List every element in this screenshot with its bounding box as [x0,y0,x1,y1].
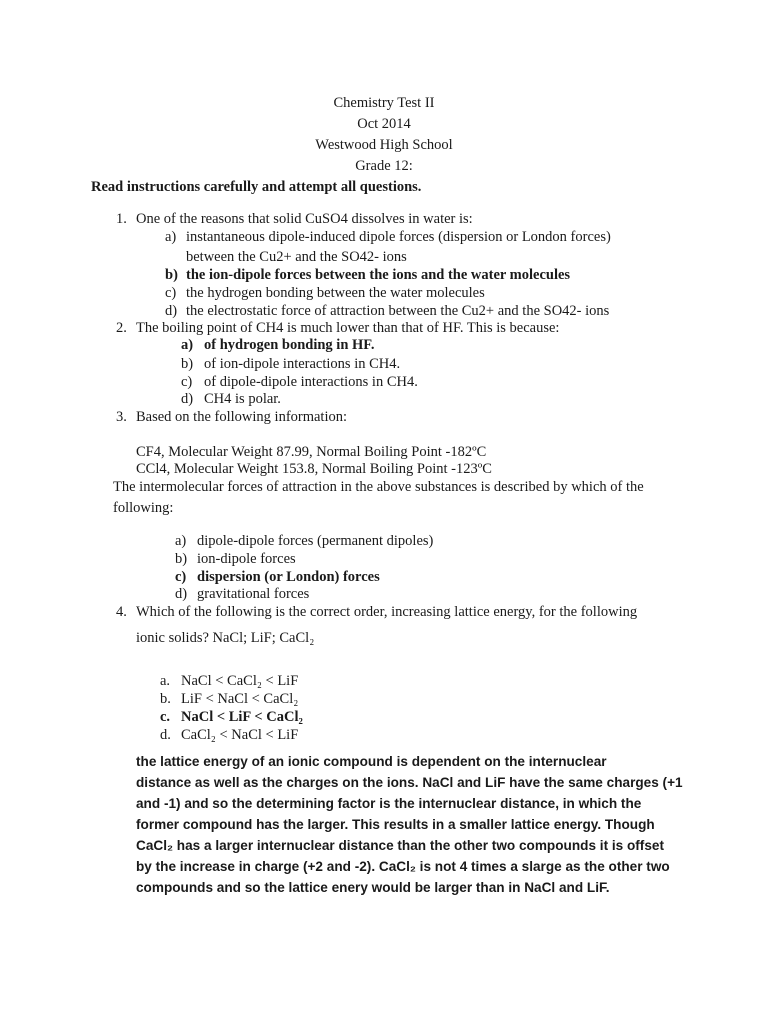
option-text-correct: dispersion (or London) forces [197,569,380,585]
explanation-line: by the increase in charge (+2 and -2). CaCl₂ is not 4 times a slarge as the other two [136,859,670,874]
option-text: gravitational forces [197,586,310,602]
option-text: the electrostatic force of attraction between the Cu2+ and the SO42- ions [186,303,610,319]
explanation-line: the lattice energy of an ionic compound is dependent on the internuclear [136,754,607,769]
explanation-line: distance as well as the charges on the ions. NaCl and LiF have the same charges (+1 [136,775,683,790]
option-text: NaCl < CaCl₂ < LiF [181,673,299,689]
option-text: of ion-dipole interactions in CH4. [204,356,401,372]
test-title: Chemistry Test II [333,95,435,111]
option-letter: d) [175,586,188,602]
explanation-line: CaCl₂ has a larger internuclear distance than the other two compounds it is offset [136,838,664,853]
option-letter: b) [175,551,188,567]
test-date: Oct 2014 [357,116,411,132]
option-letter: b. [160,691,171,707]
option-text: ion-dipole forces [197,551,296,567]
question-number: 1. [116,211,127,227]
question-text: Based on the following information: [136,409,348,425]
option-letter: c) [165,285,177,301]
info-line: CF4, Molecular Weight 87.99, Normal Boiling Point -182ºC [136,444,487,460]
option-letter: d) [165,303,178,319]
question-number: 4. [116,604,127,620]
option-letter: d. [160,727,171,743]
option-text: LiF < NaCl < CaCl₂ [181,691,299,707]
option-text: of dipole-dipole interactions in CH4. [204,374,418,390]
option-letter: a) [175,533,187,549]
option-text-correct: the ion-dipole forces between the ions and the water molecules [186,267,571,283]
option-letter: a) [181,337,194,353]
question-text: The boiling point of CH4 is much lower than that of HF. This is because: [136,320,560,336]
option-letter: b) [165,267,178,283]
option-text: CH4 is polar. [204,391,281,407]
info-line: CCl4, Molecular Weight 153.8, Normal Boiling Point -123ºC [136,461,492,477]
question-text-continued: ionic solids? NaCl; LiF; CaCl₂ [136,630,315,646]
option-text-correct: of hydrogen bonding in HF. [204,337,375,353]
option-text: instantaneous dipole-induced dipole forces (dispersion or London forces) [186,229,611,245]
option-letter: c) [175,569,187,585]
instructions: Read instructions carefully and attempt all questions. [91,179,422,195]
school-name: Westwood High School [315,137,453,153]
option-text: the hydrogen bonding between the water molecules [186,285,485,301]
option-text: dipole-dipole forces (permanent dipoles) [197,533,434,549]
option-letter: c. [160,709,171,725]
option-letter: d) [181,391,194,407]
option-letter: a. [160,673,171,689]
option-text-continued: between the Cu2+ and the SO42- ions [186,249,407,265]
question-text: Which of the following is the correct order, increasing lattice energy, for the following [136,604,638,620]
option-letter: a) [165,229,177,245]
explanation-line: former compound has the larger. This results in a smaller lattice energy. Though [136,817,655,832]
followup-text: following: [113,500,174,516]
followup-text: The intermolecular forces of attraction in the above substances is described by which of the [113,479,644,495]
question-number: 3. [116,409,127,425]
question-number: 2. [116,320,127,336]
option-letter: c) [181,374,193,390]
grade-level: Grade 12: [355,158,413,174]
explanation-line: compounds and so the lattice enery would be larger than in NaCl and LiF. [136,880,610,895]
option-text-correct: NaCl < LiF < CaCl₂ [181,709,303,725]
option-letter: b) [181,356,194,372]
explanation-line: and -1) and so the determining factor is the internuclear distance, in which the [136,796,642,811]
question-text: One of the reasons that solid CuSO4 dissolves in water is: [136,211,473,227]
option-text: CaCl₂ < NaCl < LiF [181,727,299,743]
